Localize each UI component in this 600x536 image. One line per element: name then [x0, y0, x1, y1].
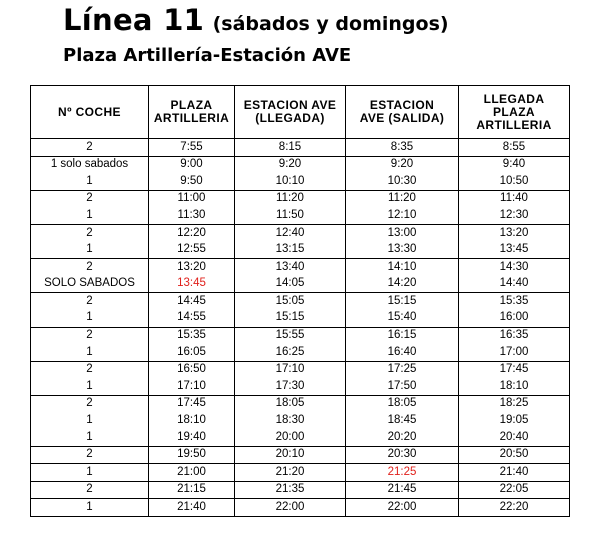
- cell-estacion-llegada: 9:20: [235, 156, 346, 173]
- cell-estacion-salida: 15:40: [346, 310, 459, 327]
- cell-plaza-artilleria: 21:15: [149, 481, 235, 499]
- cell-estacion-salida: 10:30: [346, 173, 459, 190]
- cell-coche: SOLO SABADOS: [31, 276, 149, 293]
- cell-estacion-salida: 13:00: [346, 224, 459, 241]
- cell-estacion-llegada: 15:55: [235, 327, 346, 344]
- table-row: [31, 242, 570, 259]
- cell-estacion-salida: 17:50: [346, 378, 459, 395]
- table-header-row: [31, 86, 570, 139]
- table-row: [31, 378, 570, 395]
- cell-plaza-artilleria: 14:55: [149, 310, 235, 327]
- table-row: [31, 310, 570, 327]
- table-row: [31, 499, 570, 517]
- cell-estacion-llegada: 15:15: [235, 310, 346, 327]
- table-row: [31, 413, 570, 430]
- cell-llegada-plaza: 20:50: [459, 446, 570, 464]
- cell-llegada-plaza: 18:10: [459, 378, 570, 395]
- table-row: [31, 481, 570, 499]
- cell-coche: 1: [31, 429, 149, 446]
- cell-plaza-artilleria: 11:30: [149, 207, 235, 224]
- cell-coche: 1 solo sabados: [31, 156, 149, 173]
- cell-plaza-artilleria: 9:50: [149, 173, 235, 190]
- cell-estacion-llegada: 12:40: [235, 224, 346, 241]
- cell-coche: 1: [31, 413, 149, 430]
- cell-coche: 2: [31, 446, 149, 464]
- table-row: [31, 156, 570, 173]
- cell-coche: 2: [31, 259, 149, 276]
- cell-coche: 2: [31, 224, 149, 241]
- cell-estacion-llegada: 8:15: [235, 139, 346, 157]
- cell-estacion-llegada: 17:30: [235, 378, 346, 395]
- column-header-coche: Nº COCHE: [31, 86, 149, 139]
- cell-estacion-llegada: 18:30: [235, 413, 346, 430]
- cell-plaza-artilleria: 7:55: [149, 139, 235, 157]
- cell-estacion-salida: 21:45: [346, 481, 459, 499]
- cell-coche: 2: [31, 293, 149, 310]
- cell-plaza-artilleria: 17:45: [149, 395, 235, 412]
- route-subtitle: Plaza Artillería-Estación AVE: [63, 45, 352, 66]
- cell-llegada-plaza: 14:40: [459, 276, 570, 293]
- cell-llegada-plaza: 18:25: [459, 395, 570, 412]
- table-row: [31, 276, 570, 293]
- table-row: [31, 429, 570, 446]
- cell-plaza-artilleria: 21:00: [149, 464, 235, 482]
- line-title-suffix: (sábados y domingos): [212, 13, 449, 35]
- cell-estacion-llegada: 13:15: [235, 242, 346, 259]
- table-row: [31, 464, 570, 482]
- cell-llegada-plaza: 19:05: [459, 413, 570, 430]
- column-header-estacion-llegada: ESTACION AVE (LLEGADA): [235, 86, 346, 139]
- schedule-table: [30, 85, 570, 517]
- cell-llegada-plaza: 21:40: [459, 464, 570, 482]
- cell-estacion-llegada: 17:10: [235, 361, 346, 378]
- cell-estacion-llegada: 18:05: [235, 395, 346, 412]
- cell-estacion-salida: 18:45: [346, 413, 459, 430]
- cell-llegada-plaza: 17:45: [459, 361, 570, 378]
- table-row: [31, 361, 570, 378]
- cell-estacion-llegada: 20:10: [235, 446, 346, 464]
- cell-estacion-llegada: 13:40: [235, 259, 346, 276]
- cell-estacion-llegada: 21:20: [235, 464, 346, 482]
- table-row: [31, 190, 570, 207]
- cell-estacion-salida: 17:25: [346, 361, 459, 378]
- cell-plaza-artilleria: 11:00: [149, 190, 235, 207]
- cell-estacion-salida: 14:20: [346, 276, 459, 293]
- cell-plaza-artilleria: 16:50: [149, 361, 235, 378]
- cell-estacion-salida: 13:30: [346, 242, 459, 259]
- cell-estacion-salida: 18:05: [346, 395, 459, 412]
- cell-coche: 2: [31, 190, 149, 207]
- cell-estacion-salida: 16:15: [346, 327, 459, 344]
- cell-plaza-artilleria: 19:50: [149, 446, 235, 464]
- table-row: [31, 293, 570, 310]
- table-row: [31, 173, 570, 190]
- cell-estacion-salida: 21:25: [346, 464, 459, 482]
- cell-estacion-salida: 11:20: [346, 190, 459, 207]
- page-title: [63, 3, 449, 37]
- cell-plaza-artilleria: 21:40: [149, 499, 235, 517]
- cell-llegada-plaza: 11:40: [459, 190, 570, 207]
- cell-coche: 1: [31, 499, 149, 517]
- cell-llegada-plaza: 17:00: [459, 344, 570, 361]
- table-row: [31, 344, 570, 361]
- schedule-body: [31, 139, 570, 517]
- cell-coche: 1: [31, 242, 149, 259]
- cell-plaza-artilleria: 9:00: [149, 156, 235, 173]
- column-header-llegada-plaza: LLEGADA PLAZA ARTILLERIA: [459, 86, 570, 139]
- cell-estacion-llegada: 15:05: [235, 293, 346, 310]
- cell-estacion-llegada: 22:00: [235, 499, 346, 517]
- cell-coche: 1: [31, 344, 149, 361]
- column-header-estacion-salida: ESTACION AVE (SALIDA): [346, 86, 459, 139]
- cell-llegada-plaza: 12:30: [459, 207, 570, 224]
- cell-plaza-artilleria: 13:45: [149, 276, 235, 293]
- cell-coche: 2: [31, 361, 149, 378]
- cell-estacion-llegada: 14:05: [235, 276, 346, 293]
- cell-coche: 2: [31, 139, 149, 157]
- cell-estacion-salida: 22:00: [346, 499, 459, 517]
- cell-estacion-salida: 12:10: [346, 207, 459, 224]
- cell-llegada-plaza: 13:20: [459, 224, 570, 241]
- cell-plaza-artilleria: 19:40: [149, 429, 235, 446]
- cell-plaza-artilleria: 12:20: [149, 224, 235, 241]
- table-row: [31, 259, 570, 276]
- cell-coche: 1: [31, 378, 149, 395]
- cell-plaza-artilleria: 15:35: [149, 327, 235, 344]
- cell-estacion-salida: 8:35: [346, 139, 459, 157]
- table-row: [31, 446, 570, 464]
- cell-llegada-plaza: 20:40: [459, 429, 570, 446]
- cell-estacion-salida: 20:30: [346, 446, 459, 464]
- line-title: Línea 11: [63, 3, 205, 37]
- cell-estacion-llegada: 16:25: [235, 344, 346, 361]
- cell-coche: 1: [31, 464, 149, 482]
- cell-coche: 1: [31, 310, 149, 327]
- cell-estacion-llegada: 21:35: [235, 481, 346, 499]
- cell-estacion-llegada: 11:20: [235, 190, 346, 207]
- table-row: [31, 395, 570, 412]
- cell-estacion-llegada: 20:00: [235, 429, 346, 446]
- cell-coche: 2: [31, 395, 149, 412]
- cell-plaza-artilleria: 14:45: [149, 293, 235, 310]
- cell-plaza-artilleria: 18:10: [149, 413, 235, 430]
- table-row: [31, 139, 570, 157]
- cell-plaza-artilleria: 13:20: [149, 259, 235, 276]
- cell-coche: 2: [31, 327, 149, 344]
- cell-estacion-salida: 15:15: [346, 293, 459, 310]
- table-row: [31, 207, 570, 224]
- table-row: [31, 224, 570, 241]
- cell-estacion-salida: 14:10: [346, 259, 459, 276]
- cell-llegada-plaza: 14:30: [459, 259, 570, 276]
- cell-llegada-plaza: 13:45: [459, 242, 570, 259]
- cell-llegada-plaza: 10:50: [459, 173, 570, 190]
- cell-plaza-artilleria: 12:55: [149, 242, 235, 259]
- cell-llegada-plaza: 16:00: [459, 310, 570, 327]
- cell-estacion-salida: 9:20: [346, 156, 459, 173]
- cell-estacion-llegada: 11:50: [235, 207, 346, 224]
- cell-estacion-salida: 20:20: [346, 429, 459, 446]
- column-header-plaza-artilleria: PLAZA ARTILLERIA: [149, 86, 235, 139]
- cell-estacion-salida: 16:40: [346, 344, 459, 361]
- cell-coche: 2: [31, 481, 149, 499]
- cell-llegada-plaza: 22:20: [459, 499, 570, 517]
- cell-plaza-artilleria: 17:10: [149, 378, 235, 395]
- cell-llegada-plaza: 16:35: [459, 327, 570, 344]
- cell-estacion-llegada: 10:10: [235, 173, 346, 190]
- cell-coche: 1: [31, 173, 149, 190]
- table-row: [31, 327, 570, 344]
- cell-llegada-plaza: 15:35: [459, 293, 570, 310]
- cell-coche: 1: [31, 207, 149, 224]
- cell-plaza-artilleria: 16:05: [149, 344, 235, 361]
- cell-llegada-plaza: 9:40: [459, 156, 570, 173]
- cell-llegada-plaza: 22:05: [459, 481, 570, 499]
- cell-llegada-plaza: 8:55: [459, 139, 570, 157]
